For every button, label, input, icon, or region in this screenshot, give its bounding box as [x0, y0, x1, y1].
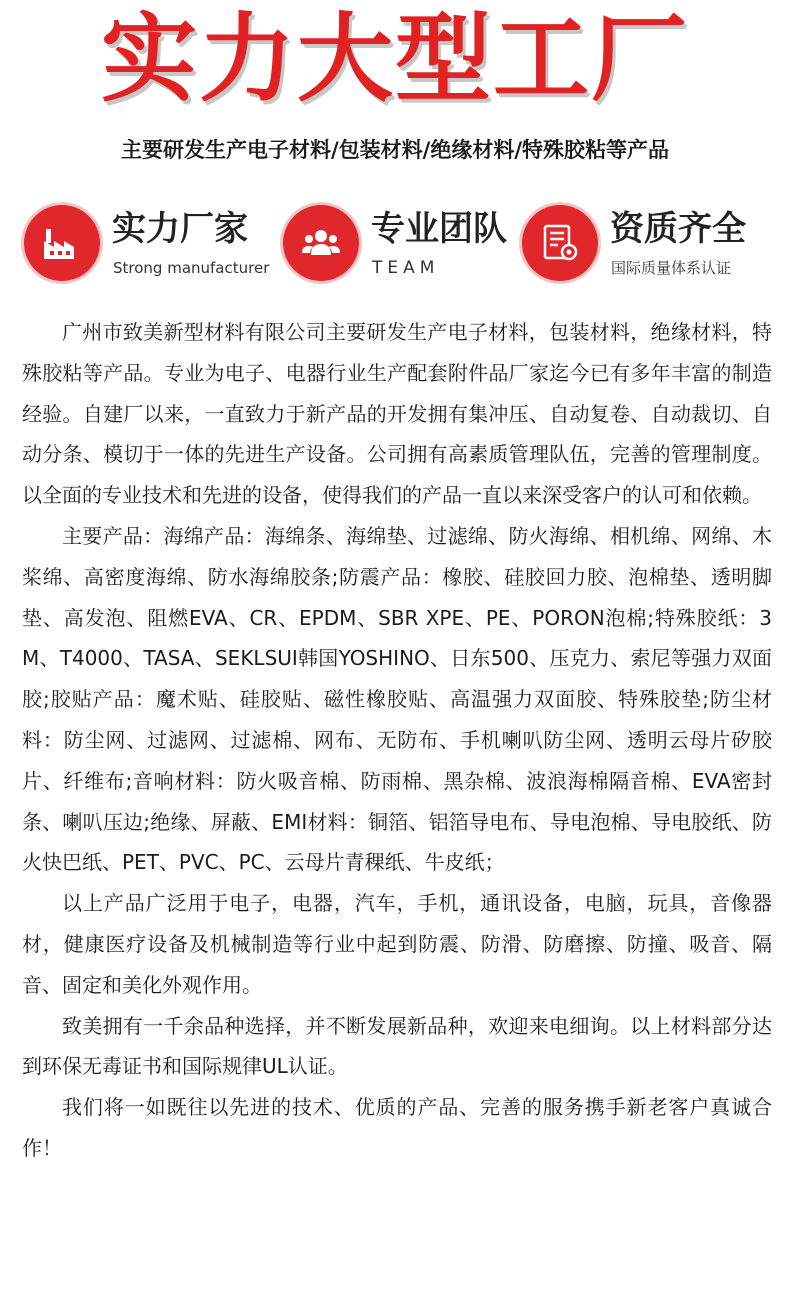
- product-subtitle: 主要研发生产电子材料/包装材料/绝缘材料/特殊胶粘等产品: [120, 138, 669, 162]
- feature-title: 实力厂家: [112, 209, 248, 249]
- paragraph-intro: 广州市致美新型材料有限公司主要研发生产电子材料，包装材料，绝缘材料，特殊胶粘等产品。专业为电子、电器行业生产配套附件品厂家迄今已有多年丰富的制造经验。自建厂以来，一直致力于新产品的开发拥有集冲压、自动复卷、自动裁切、自动分条、模切于一体的先进生产设备。公司拥有高素质管理队伍，完善的管理制度。以全面的专业技术和先进的设备，使得我们的产品一直以来深受客户的认可和依赖。: [22, 320, 772, 508]
- feature-title: 专业团队: [371, 209, 507, 249]
- company-description: [22, 312, 772, 1169]
- feature-subtitle: 国际质量体系认证: [611, 259, 732, 277]
- feature-title: 资质齐全: [610, 209, 746, 249]
- feature-subtitle: Strong manufacturer: [113, 259, 270, 277]
- paragraph-applications: 以上产品广泛用于电子，电器，汽车，手机，通讯设备，电脑，玩具，音像器材，健康医疗设备及机械制造等行业中起到防震、防滑、防磨擦、防撞、吸音、隔音、固定和美化外观作用。: [22, 891, 772, 997]
- paragraph-certification: 致美拥有一千余品种选择，并不断发展新品种，欢迎来电细询。以上材料部分达到环保无毒证书和国际规律UL认证。: [22, 1013, 772, 1079]
- paragraph-closing: 我们将一如既往以先进的技术、优质的产品、完善的服务携手新老客户真诚合作！: [22, 1095, 772, 1160]
- certificate-icon: [522, 205, 598, 281]
- paragraph-products: 主要产品：海绵产品：海绵条、海绵垫、过滤绵、防火海绵、相机绵、网绵、木桨绵、高密度海绵、防水海绵胶条;防震产品：橡胶、硅胶回力胶、泡棉垫、透明脚垫、高发泡、阻燃EVA、CR、EPDM、SBR XPE、PE、PORON泡棉;特殊胶纸：3M、T4000、TASA、SEKLSUI韩国YOSHINO、日东500、压克力、索尼等强力双面胶;胶贴产品：魔术贴、硅胶贴、磁性橡胶贴、高温强力双面胶、特殊胶垫;防尘材料：防尘网、过滤网、过滤棉、网布、无防布、手机喇叭防尘网、透明云母片矽胶片、纤维布;音响材料：防火吸音棉、防雨棉、黑杂棉、波浪海棉隔音棉、EVA密封条、喇叭压边;绝缘、屏蔽、EMI材料：铜箔、铝箔导电布、导电泡棉、导电胶纸、防火快巴纸、PET、PVC、PC、云母片青稞纸、牛皮纸；: [22, 523, 772, 875]
- factory-icon: [24, 205, 100, 281]
- hero-title: 实力大型工厂: [101, 3, 689, 115]
- feature-subtitle: TEAM: [372, 258, 440, 278]
- team-icon: [283, 205, 359, 281]
